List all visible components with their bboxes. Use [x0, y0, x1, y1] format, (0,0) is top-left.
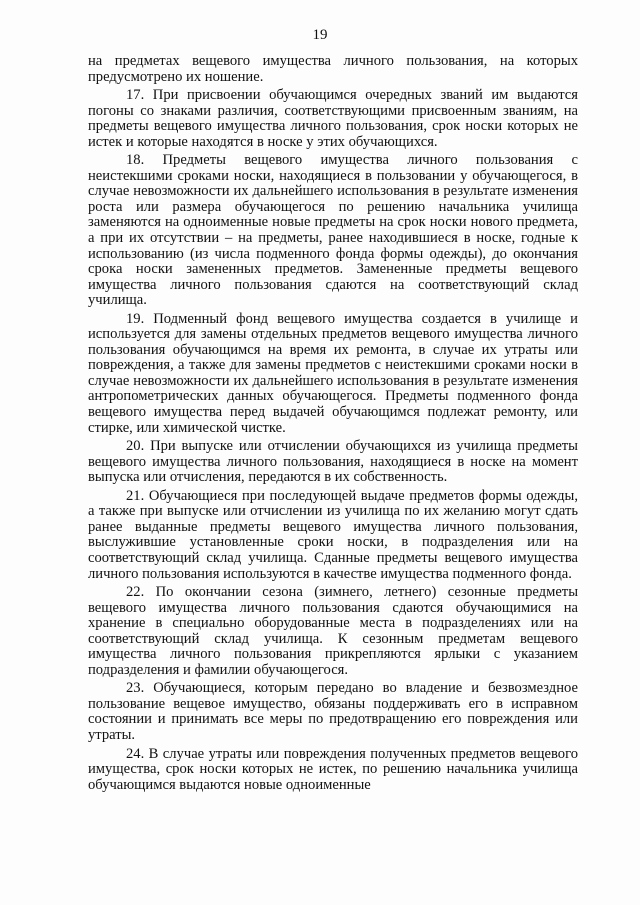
document-body [88, 54, 578, 796]
paragraph-19: 19. Подменный фонд вещевого имущества создается в училище и используется для замены отдельных предметов вещевого имущества личного пользования обучающимся на время их ремонта, в случае их утраты или повреждения, а также для замены предметов с неистекшими сроками носки в случае невозможности их дальнейшего использования в результате изменения антропометрических данных обучающегося. Предметы подменного фонда вещевого имущества перед выдачей обучающимся подлежат ремонту, или стирке, или химической чистке. [88, 310, 578, 436]
paragraph-18: 18. Предметы вещевого имущества личного пользования с неистекшими сроками носки, находящиеся в пользовании у обучающегося, в случае невозможности их дальнейшего использования в результате изменения роста или размера обучающегося по решению начальника училища заменяются на одноименные новые предметы на срок носки нового предмета, а при их отсутствии – на предметы, ранее находившиеся в носке, годные к использованию (из числа подменного фонда формы одежды), до окончания срока носки замененных предметов. Замененные предметы вещевого имущества личного пользования сдаются на соответствующий склад училища. [88, 152, 578, 309]
paragraph-23: 23. Обучающиеся, которым передано во владение и безвозмездное пользование вещевое имущество, обязаны поддерживать его в исправном состоянии и принимать все меры по предотвращению его повреждения или утраты. [88, 680, 578, 743]
page-number: 19 [312, 27, 328, 43]
paragraph-21: 21. Обучающиеся при последующей выдаче предметов формы одежды, а также при выпуске или отчислении из училища по их желанию могут сдать ранее выданные предметы вещевого имущества личного пользования, выслужившие установленные сроки носки, в подразделения или на соответствующий склад училища. Сданные предметы вещевого имущества личного пользования используются в качестве имущества подменного фонда. [88, 487, 578, 582]
paragraph-22: 22. По окончании сезона (зимнего, летнего) сезонные предметы вещевого имущества личного пользования сдаются обучающимися на хранение в специально оборудованные места в подразделениях или на соответствующий склад училища. К сезонным предметам вещевого имущества личного пользования прикрепляются ярлыки с указанием подразделения и фамилии обучающегося. [88, 584, 578, 678]
paragraph-20: 20. При выпуске или отчислении обучающихся из училища предметы вещевого имущества личного пользования, находящиеся в носке на момент выпуска или отчисления, передаются в их собственность. [88, 438, 578, 486]
paragraph-17: 17. При присвоении обучающимся очередных званий им выдаются погоны со знаками различия, соответствующими присвоенным званиям, на предметы вещевого имущества личного пользования, срок носки которых не истек и которые находятся в носке у этих обучающихся. [88, 87, 578, 150]
paragraph-continuation: на предметах вещевого имущества личного пользования, на которых предусмотрено их ношение. [88, 53, 578, 85]
paragraph-24: 24. В случае утраты или повреждения полученных предметов вещевого имущества, срок носки которых не истек, по решению начальника училища обучающимся выдаются новые одноименные [88, 745, 578, 793]
